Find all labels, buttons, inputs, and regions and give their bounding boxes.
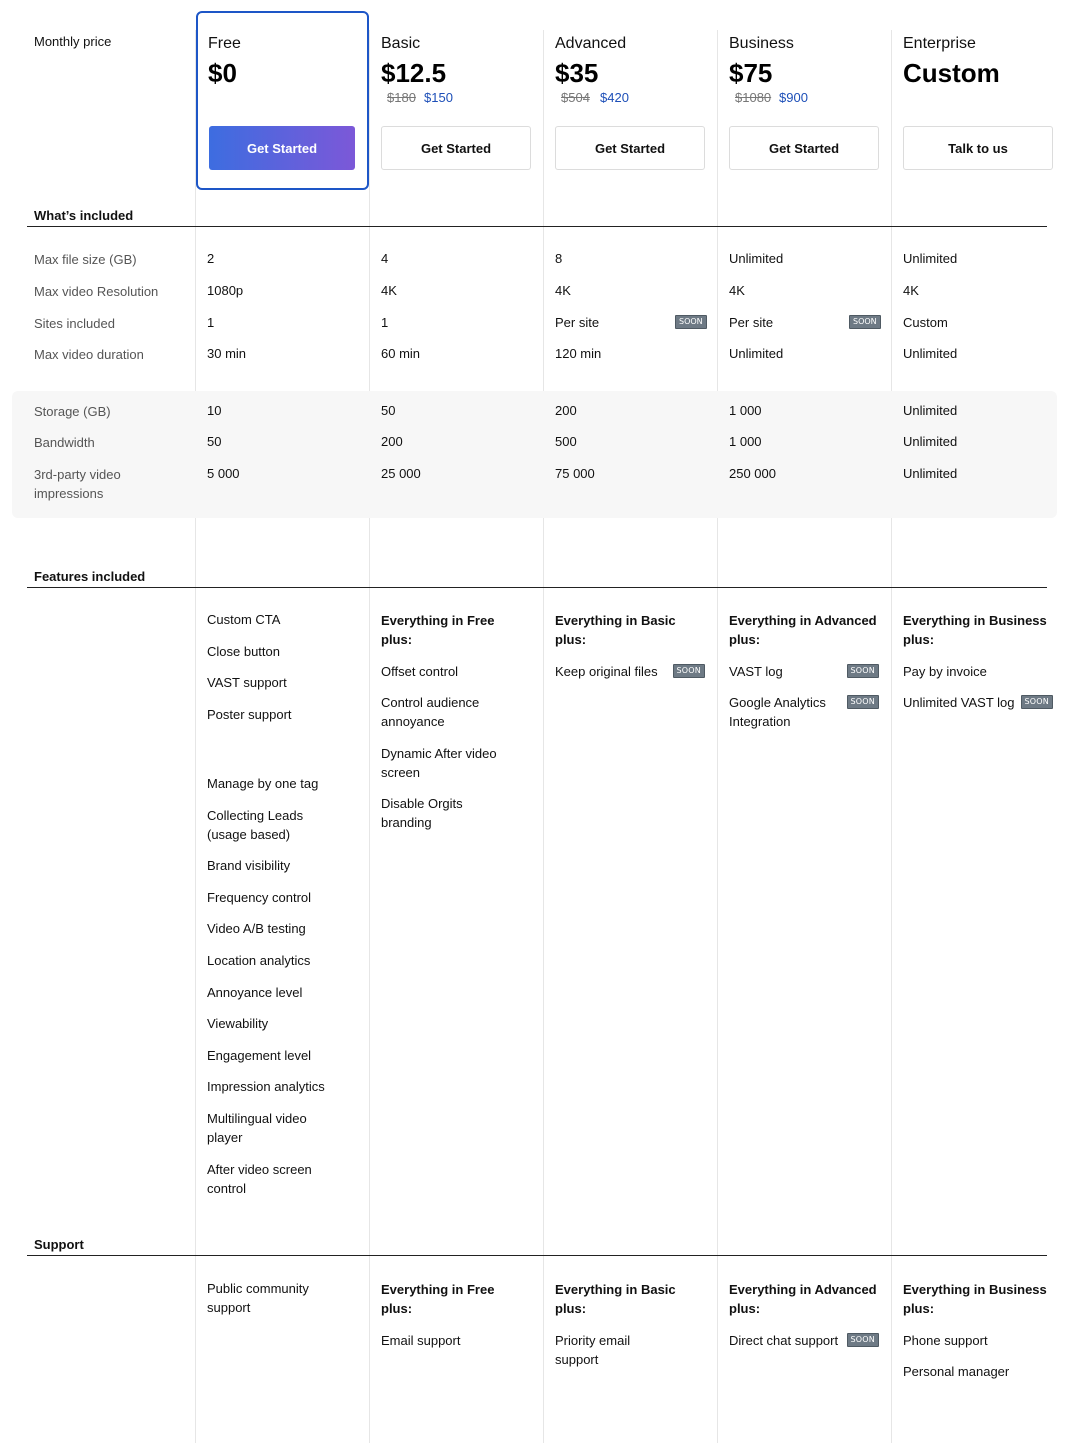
row-label: Max file size (GB) bbox=[34, 252, 137, 267]
section-title-support: Support bbox=[34, 1237, 84, 1252]
table-cell: 4K bbox=[903, 283, 919, 298]
list-item: Public community support bbox=[207, 1281, 309, 1315]
column-divider bbox=[369, 30, 370, 1443]
table-cell: 8 bbox=[555, 251, 563, 266]
get-started-button[interactable]: Get Started bbox=[209, 126, 355, 170]
soon-badge: SOON bbox=[849, 315, 881, 329]
table-cell: 120 min bbox=[555, 346, 602, 361]
list-item: Control audience annoyance bbox=[381, 695, 480, 730]
feature-list-free bbox=[207, 610, 357, 1198]
list-item: Annoyance level bbox=[207, 984, 303, 1000]
list-heading: Everything in Basic plus: bbox=[555, 613, 676, 647]
table-cell: Unlimited bbox=[903, 466, 958, 481]
table-cell: 4K bbox=[555, 283, 571, 298]
table-cell: 200 bbox=[555, 403, 577, 418]
column-divider bbox=[543, 30, 544, 1443]
list-item: Pay by invoice bbox=[903, 663, 987, 679]
list-heading: Everything in Business plus: bbox=[903, 1282, 1047, 1316]
section-divider bbox=[27, 587, 1047, 588]
plan-price: Custom bbox=[903, 58, 1000, 88]
table-cell: 10 bbox=[207, 403, 222, 418]
list-item: Multilingual video player bbox=[207, 1110, 307, 1145]
list-item: Impression analytics bbox=[207, 1079, 325, 1095]
list-heading: Everything in Free plus: bbox=[381, 1282, 495, 1316]
table-cell: 1080p bbox=[207, 283, 244, 298]
plan-name: Advanced bbox=[555, 35, 627, 52]
old-price: $1080 bbox=[735, 90, 772, 105]
table-cell: Unlimited bbox=[903, 251, 958, 266]
list-item: Email support bbox=[381, 1332, 461, 1348]
plan-name: Enterprise bbox=[903, 35, 976, 52]
list-item-label: VAST log bbox=[729, 663, 783, 679]
plan-price: $0 bbox=[208, 58, 237, 88]
annual-price: $150 bbox=[424, 90, 453, 105]
row-label: Sites included bbox=[34, 316, 115, 331]
table-cell: 2 bbox=[207, 251, 215, 266]
list-item: VAST support bbox=[207, 675, 287, 691]
list-item: Manage by one tag bbox=[207, 775, 319, 791]
list-item-label: Keep original files bbox=[555, 663, 658, 679]
column-divider bbox=[891, 30, 892, 1443]
list-item: Custom CTA bbox=[207, 612, 281, 627]
table-cell: 50 bbox=[381, 403, 396, 418]
list-heading: Everything in Advanced plus: bbox=[729, 613, 877, 647]
old-price: $504 bbox=[561, 90, 590, 105]
list-heading: Everything in Advanced plus: bbox=[729, 1282, 877, 1316]
plan-name: Basic bbox=[381, 35, 421, 52]
section-title-features: Features included bbox=[34, 569, 146, 584]
table-cell: 25 000 bbox=[381, 466, 421, 481]
table-cell: 75 000 bbox=[555, 466, 595, 481]
table-cell: 60 min bbox=[381, 346, 421, 361]
table-cell: Unlimited bbox=[729, 251, 784, 266]
table-cell: 250 000 bbox=[729, 466, 776, 481]
table-cell: 4K bbox=[381, 283, 397, 298]
plan-price: $75 bbox=[729, 58, 773, 88]
section-title-included: What’s included bbox=[34, 208, 134, 223]
list-heading: Everything in Business plus: bbox=[903, 613, 1047, 647]
list-item-label: Unlimited VAST log bbox=[903, 695, 1015, 711]
list-item: Poster support bbox=[207, 706, 292, 722]
list-item: Dynamic After video screen bbox=[381, 745, 497, 780]
soon-badge: SOON bbox=[1021, 695, 1053, 709]
soon-badge: SOON bbox=[675, 315, 707, 329]
table-cell: 1 000 bbox=[729, 434, 762, 449]
old-price: $180 bbox=[387, 90, 416, 105]
row-label: 3rd-party video impressions bbox=[34, 467, 121, 501]
feature-list-basic bbox=[381, 611, 531, 832]
table-cell: 1 000 bbox=[729, 403, 762, 418]
row-label: Bandwidth bbox=[34, 435, 95, 450]
plan-price: $12.5 bbox=[381, 58, 447, 88]
list-item: After video screen control bbox=[207, 1161, 312, 1196]
list-item-label: Google Analytics Integration bbox=[729, 695, 826, 730]
plan-name: Free bbox=[208, 35, 241, 52]
table-cell: 200 bbox=[381, 434, 403, 449]
table-cell: Unlimited bbox=[729, 346, 784, 361]
annual-price: $900 bbox=[779, 90, 808, 105]
table-cell: 30 min bbox=[207, 346, 247, 361]
support-list-free bbox=[207, 1279, 357, 1317]
list-item: Frequency control bbox=[207, 889, 312, 905]
list-item: Location analytics bbox=[207, 952, 311, 968]
table-cell: 4K bbox=[729, 283, 745, 298]
list-item bbox=[555, 662, 705, 681]
soon-badge: SOON bbox=[847, 1333, 879, 1347]
table-cell: Unlimited bbox=[903, 346, 958, 361]
feature-list-business bbox=[729, 611, 879, 731]
spacer bbox=[207, 736, 357, 761]
list-item: Video A/B testing bbox=[207, 921, 306, 937]
soon-badge: SOON bbox=[847, 695, 879, 709]
column-divider bbox=[717, 30, 718, 1443]
get-started-button[interactable]: Get Started bbox=[729, 126, 879, 170]
list-heading: Everything in Basic plus: bbox=[555, 1282, 676, 1316]
soon-badge: SOON bbox=[847, 664, 879, 678]
row-label: Storage (GB) bbox=[34, 404, 111, 419]
plan-name: Business bbox=[729, 35, 794, 52]
table-cell: 1 bbox=[381, 315, 389, 330]
support-list-enterprise bbox=[903, 1280, 1053, 1381]
get-started-button[interactable]: Get Started bbox=[555, 126, 705, 170]
list-item-label: Direct chat support bbox=[729, 1332, 839, 1348]
table-cell: 50 bbox=[207, 434, 222, 449]
list-item: Engagement level bbox=[207, 1047, 312, 1063]
list-item bbox=[729, 662, 879, 681]
list-item: Collecting Leads (usage based) bbox=[207, 807, 304, 842]
list-item: Close button bbox=[207, 643, 280, 659]
list-item bbox=[903, 693, 1053, 712]
table-cell: 500 bbox=[555, 434, 577, 449]
support-list-business bbox=[729, 1280, 879, 1350]
list-item: Viewability bbox=[207, 1016, 269, 1032]
list-item bbox=[729, 1331, 879, 1350]
feature-list-enterprise bbox=[903, 611, 1053, 712]
section-divider bbox=[27, 1255, 1047, 1256]
plan-price: $35 bbox=[555, 58, 599, 88]
feature-list-advanced bbox=[555, 611, 705, 681]
list-item: Disable Orgits branding bbox=[381, 796, 463, 831]
table-cell: 4 bbox=[381, 251, 389, 266]
list-item: Offset control bbox=[381, 663, 459, 679]
list-item: Priority email support bbox=[555, 1332, 631, 1367]
support-list-basic bbox=[381, 1280, 531, 1350]
monthly-price-label: Monthly price bbox=[34, 34, 112, 49]
support-list-advanced bbox=[555, 1280, 705, 1369]
table-cell: Unlimited bbox=[903, 403, 958, 418]
table-cell: Custom bbox=[903, 315, 948, 330]
list-item bbox=[729, 693, 879, 731]
column-divider bbox=[195, 30, 196, 1443]
row-label: Max video duration bbox=[34, 347, 144, 362]
row-label: Max video Resolution bbox=[34, 284, 159, 299]
table-cell: Per site bbox=[729, 315, 774, 330]
soon-badge: SOON bbox=[673, 664, 705, 678]
list-item: Personal manager bbox=[903, 1364, 1010, 1380]
list-item: Brand visibility bbox=[207, 858, 291, 874]
table-cell: Unlimited bbox=[903, 434, 958, 449]
get-started-button[interactable]: Get Started bbox=[381, 126, 531, 170]
talk-to-us-button[interactable]: Talk to us bbox=[903, 126, 1053, 170]
table-cell: 1 bbox=[207, 315, 215, 330]
annual-price: $420 bbox=[600, 90, 629, 105]
list-heading: Everything in Free plus: bbox=[381, 613, 495, 647]
table-cell: Per site bbox=[555, 315, 600, 330]
list-item: Phone support bbox=[903, 1332, 988, 1348]
table-cell: 5 000 bbox=[207, 466, 240, 481]
section-divider bbox=[27, 226, 1047, 227]
